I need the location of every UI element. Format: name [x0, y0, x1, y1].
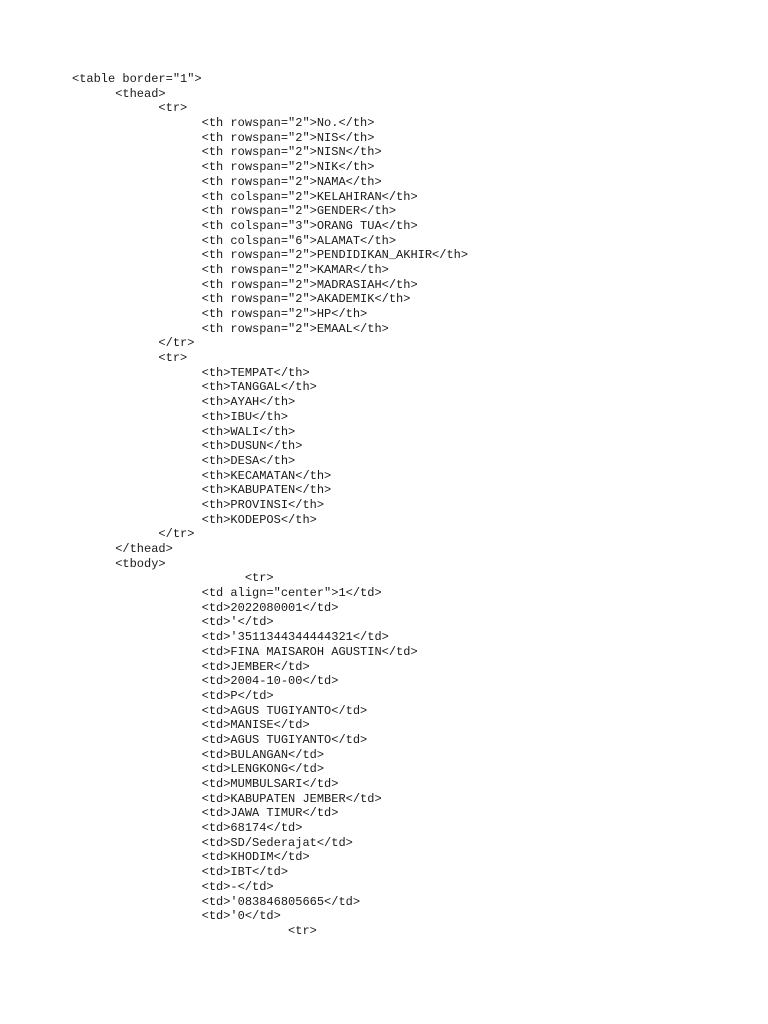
code-line: <td>'3511344344444321</td> — [72, 630, 389, 645]
code-line: <td align="center">1</td> — [72, 586, 382, 601]
code-line: <td>MANISE</td> — [72, 718, 310, 733]
code-line: <th>KABUPATEN</th> — [72, 483, 332, 498]
code-line: <td>BULANGAN</td> — [72, 747, 325, 762]
code-line: <td>'</td> — [72, 615, 274, 630]
code-line: <th colspan="2">KELAHIRAN</th> — [72, 189, 418, 204]
code-line: <tr> — [72, 351, 188, 366]
code-line: <th rowspan="2">PENDIDIKAN_AKHIR</th> — [72, 248, 469, 263]
code-line: </tr> — [72, 527, 195, 542]
code-line: <td>SD/Sederajat</td> — [72, 835, 353, 850]
code-line: </thead> — [72, 542, 173, 556]
code-line: <td>'0</td> — [72, 909, 281, 924]
code-line: <td>2004-10-00</td> — [72, 674, 339, 689]
code-line: <th rowspan="2">No.</th> — [72, 116, 375, 131]
code-line: <table border="1"> — [72, 72, 202, 86]
code-line: <td>KHODIM</td> — [72, 850, 310, 865]
code-line: <td>2022080001</td> — [72, 600, 339, 615]
code-line: <th>WALI</th> — [72, 424, 296, 439]
code-line: <tr> — [72, 571, 274, 586]
code-line: <th>DUSUN</th> — [72, 439, 303, 454]
code-line: <th rowspan="2">EMAAL</th> — [72, 321, 389, 336]
html-source-code — [72, 72, 732, 939]
code-line: <td>-</td> — [72, 879, 274, 894]
code-line: <thead> — [72, 86, 166, 101]
code-line: </tr> — [72, 336, 195, 351]
code-line: <th rowspan="2">KAMAR</th> — [72, 262, 389, 277]
code-line: <th rowspan="2">NIK</th> — [72, 160, 375, 175]
code-line: <td>KABUPATEN JEMBER</td> — [72, 791, 382, 806]
code-line: <th>PROVINSI</th> — [72, 497, 325, 512]
code-line: <td>IBT</td> — [72, 865, 289, 880]
code-line: <td>JEMBER</td> — [72, 659, 310, 674]
code-line: <th rowspan="2">NISN</th> — [72, 145, 382, 160]
code-line: <th colspan="6">ALAMAT</th> — [72, 233, 397, 248]
code-line: <th rowspan="2">GENDER</th> — [72, 204, 397, 219]
code-line: <th rowspan="2">MADRASIAH</th> — [72, 277, 418, 292]
code-line: <th>KODEPOS</th> — [72, 512, 317, 527]
code-line: <th rowspan="2">NIS</th> — [72, 130, 375, 145]
code-line: <td>JAWA TIMUR</td> — [72, 806, 339, 821]
code-line: <tr> — [72, 101, 188, 116]
code-line: <th rowspan="2">AKADEMIK</th> — [72, 292, 411, 307]
code-line: <th>DESA</th> — [72, 453, 296, 468]
code-line: <th rowspan="2">HP</th> — [72, 307, 368, 321]
code-line: <th>TEMPAT</th> — [72, 365, 310, 380]
code-line: <td>68174</td> — [72, 821, 303, 836]
code-line: <td>FINA MAISAROH AGUSTIN</td> — [72, 644, 418, 659]
code-line: <th>AYAH</th> — [72, 395, 296, 410]
code-line: <td>P</td> — [72, 688, 274, 703]
code-line: <tbody> — [72, 556, 166, 571]
code-line: <th>IBU</th> — [72, 409, 289, 424]
code-line: <th colspan="3">ORANG TUA</th> — [72, 218, 418, 233]
code-line: <td>MUMBULSARI</td> — [72, 777, 339, 791]
code-line: <td>LENGKONG</td> — [72, 762, 325, 777]
code-line: <th>TANGGAL</th> — [72, 380, 317, 395]
code-line: <th rowspan="2">NAMA</th> — [72, 174, 382, 189]
code-line: <td>AGUS TUGIYANTO</td> — [72, 703, 368, 718]
code-line: <th>KECAMATAN</th> — [72, 468, 332, 483]
code-line: <td>AGUS TUGIYANTO</td> — [72, 732, 368, 747]
code-line: <tr> — [72, 923, 317, 938]
code-line: <td>'083846805665</td> — [72, 894, 361, 909]
